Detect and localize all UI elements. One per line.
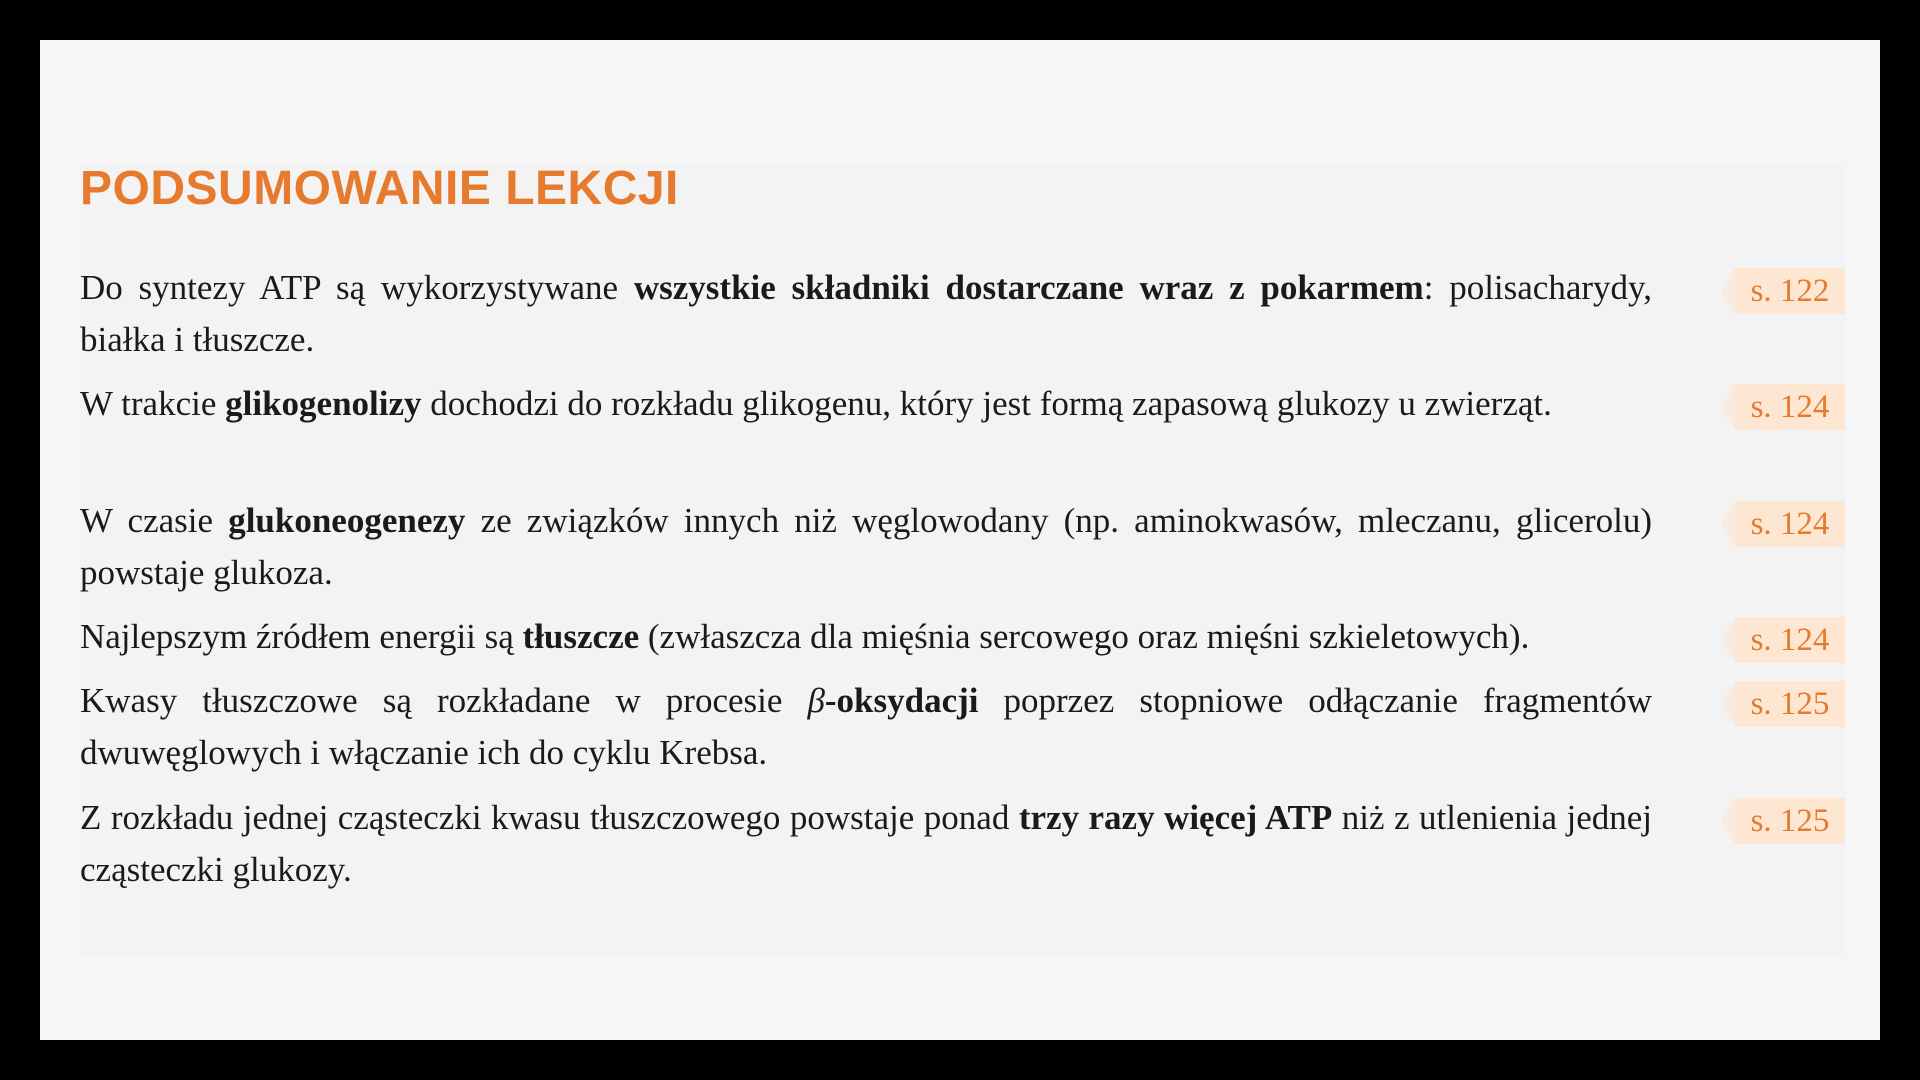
summary-item-text <box>80 262 1652 366</box>
text-segment: dochodzi do rozkładu glikogenu, który jest formą zapasową glukozy u zwierząt. <box>421 384 1552 423</box>
summary-item <box>80 378 1845 430</box>
text-segment: ze związków innych niż węglowodany (np. aminokwasów, mleczanu, glicerolu) powstaje glukoza. <box>80 501 1652 592</box>
page-title: PODSUMOWANIE LEKCJI <box>80 162 679 215</box>
page-reference-tag: s. 125 <box>1735 681 1845 727</box>
bold-term: trzy razy więcej ATP <box>1018 798 1333 837</box>
bold-term: glukoneogenezy <box>228 501 466 540</box>
page-reference-tag: s. 124 <box>1735 384 1845 430</box>
bold-term: wszystkie składniki dostarczane wraz z pokarmem <box>633 268 1424 307</box>
text-segment: Z rozkładu jednej cząsteczki kwasu tłuszczowego powstaje ponad <box>80 798 1019 837</box>
slide <box>40 40 1880 1040</box>
page-reference-tag: s. 124 <box>1735 617 1845 663</box>
text-segment: W czasie <box>80 501 229 540</box>
bold-term: tłuszcze <box>522 617 640 656</box>
bold-term: -oksydacji <box>824 681 979 720</box>
beta-symbol: β <box>807 681 825 720</box>
page-reference-tag: s. 125 <box>1735 798 1845 844</box>
text-segment: : polisacharydy, białka i tłuszcze. <box>80 268 1653 359</box>
text-segment: niż z utlenienia jednej cząsteczki glukozy. <box>80 798 1653 889</box>
summary-item <box>80 495 1845 599</box>
summary-item-text <box>80 792 1652 896</box>
summary-item-text <box>80 611 1652 663</box>
summary-item <box>80 792 1845 896</box>
text-segment: (zwłaszcza dla mięśnia sercowego oraz mięśni szkieletowych). <box>639 617 1530 656</box>
page-reference-tag: s. 122 <box>1735 268 1845 314</box>
text-segment: Najlepszym źródłem energii są <box>80 617 523 656</box>
page-reference-tag: s. 124 <box>1735 501 1845 547</box>
text-segment: W trakcie <box>80 384 226 423</box>
text-segment: Kwasy tłuszczowe są rozkładane w procesie <box>80 681 808 720</box>
text-segment: Do syntezy ATP są wykorzystywane <box>80 268 634 307</box>
summary-item <box>80 262 1845 366</box>
bold-term: glikogenolizy <box>225 384 422 423</box>
summary-item-text <box>80 675 1652 779</box>
text-segment: poprzez stopniowe odłączanie fragmentów dwuwęglowych i włączanie ich do cyklu Krebsa. <box>80 681 1652 772</box>
summary-item <box>80 611 1845 663</box>
summary-item-text <box>80 378 1652 430</box>
summary-item <box>80 675 1845 779</box>
summary-item-text <box>80 495 1652 599</box>
